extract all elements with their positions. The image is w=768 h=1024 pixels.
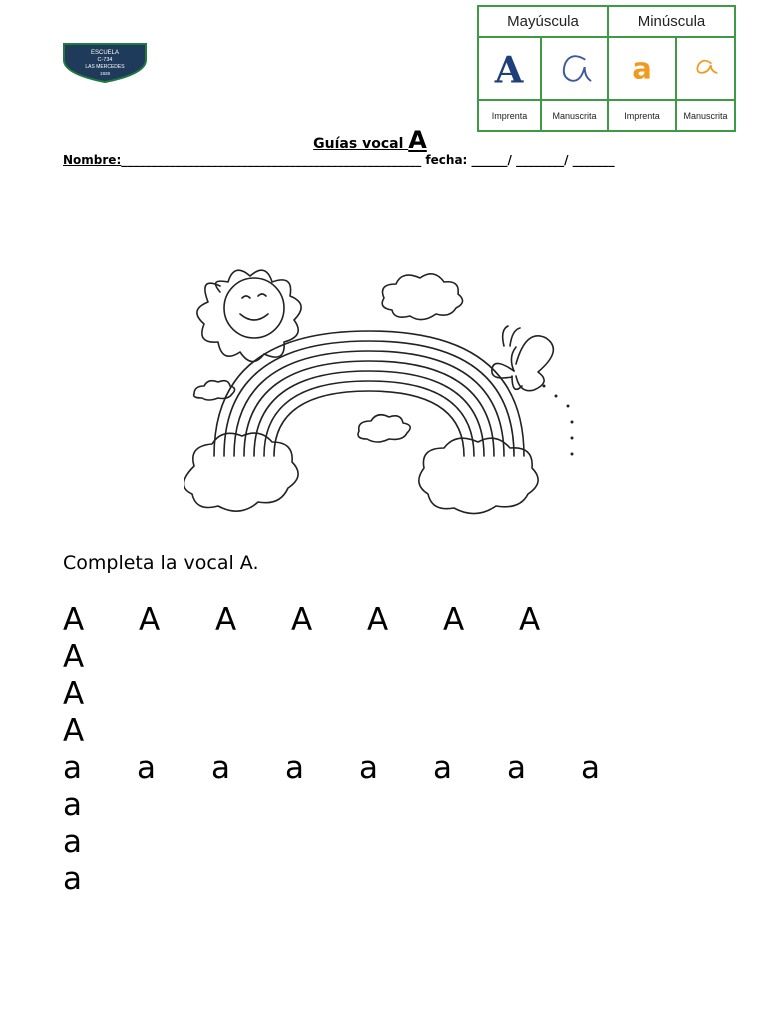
practice-letter: a xyxy=(507,750,526,786)
butterfly-icon xyxy=(492,326,554,391)
name-date-line xyxy=(63,153,663,167)
practice-letter: a xyxy=(63,787,82,823)
svg-text:1928: 1928 xyxy=(99,71,111,76)
cloud-bottom-right xyxy=(419,438,538,513)
footer-imprenta: Imprenta xyxy=(479,101,542,130)
practice-letter: A xyxy=(291,602,313,638)
practice-letter: a xyxy=(63,824,82,860)
footer-imprenta: Imprenta xyxy=(609,101,677,130)
letter-reference-table xyxy=(477,5,736,132)
practice-letter: a xyxy=(285,750,304,786)
uppercase-print-a-icon xyxy=(479,38,542,101)
practice-letter: A xyxy=(443,602,465,638)
practice-letter: A xyxy=(367,602,389,638)
header-minuscula: Minúscula xyxy=(609,7,734,38)
practice-letter: a xyxy=(63,750,82,786)
practice-letter: A xyxy=(139,602,161,638)
svg-text:LAS MERCEDES: LAS MERCEDES xyxy=(85,64,125,70)
footer-manuscrita: Manuscrita xyxy=(683,110,728,121)
practice-letter: A xyxy=(63,602,85,638)
practice-letter: A xyxy=(519,602,541,638)
name-date-blanks: __________________________________________________ fecha: ______/ ________/ _______ xyxy=(121,153,615,167)
svg-text:C-734: C-734 xyxy=(97,57,113,63)
practice-letter: A xyxy=(63,639,85,675)
name-label: Nombre: xyxy=(63,153,122,167)
practice-letter: a xyxy=(433,750,452,786)
instruction-text: Completa la vocal A. xyxy=(63,552,259,574)
practice-letter: a xyxy=(359,750,378,786)
lowercase-script-a-icon xyxy=(677,38,734,101)
cloud-top xyxy=(382,274,462,320)
practice-letter: a xyxy=(211,750,230,786)
uppercase-script-a-icon xyxy=(542,38,609,101)
title-text: Guías vocal xyxy=(313,136,409,152)
cloud-bottom-left xyxy=(184,433,298,511)
practice-letter: A xyxy=(215,602,237,638)
practice-letter: A xyxy=(63,713,85,749)
sun-icon xyxy=(197,270,301,361)
practice-letter: A xyxy=(63,676,85,712)
lowercase-print-a-icon xyxy=(609,38,677,101)
glyph-text: a xyxy=(632,51,652,86)
page-title xyxy=(0,126,740,154)
rainbow-illustration xyxy=(184,236,582,524)
school-crest-logo xyxy=(62,42,148,84)
svg-text:ESCUELA: ESCUELA xyxy=(90,50,120,56)
rainbow-arcs xyxy=(214,331,524,456)
practice-letter: a xyxy=(137,750,156,786)
practice-letter: a xyxy=(581,750,600,786)
practice-letter: a xyxy=(63,861,82,897)
title-letter: A xyxy=(408,126,427,154)
glyph-text: A xyxy=(494,47,524,92)
flight-path-dots xyxy=(543,385,574,456)
header-mayuscula: Mayúscula xyxy=(479,7,609,38)
cloud-middle xyxy=(358,415,410,442)
footer-manuscrita: Manuscrita xyxy=(542,101,609,130)
